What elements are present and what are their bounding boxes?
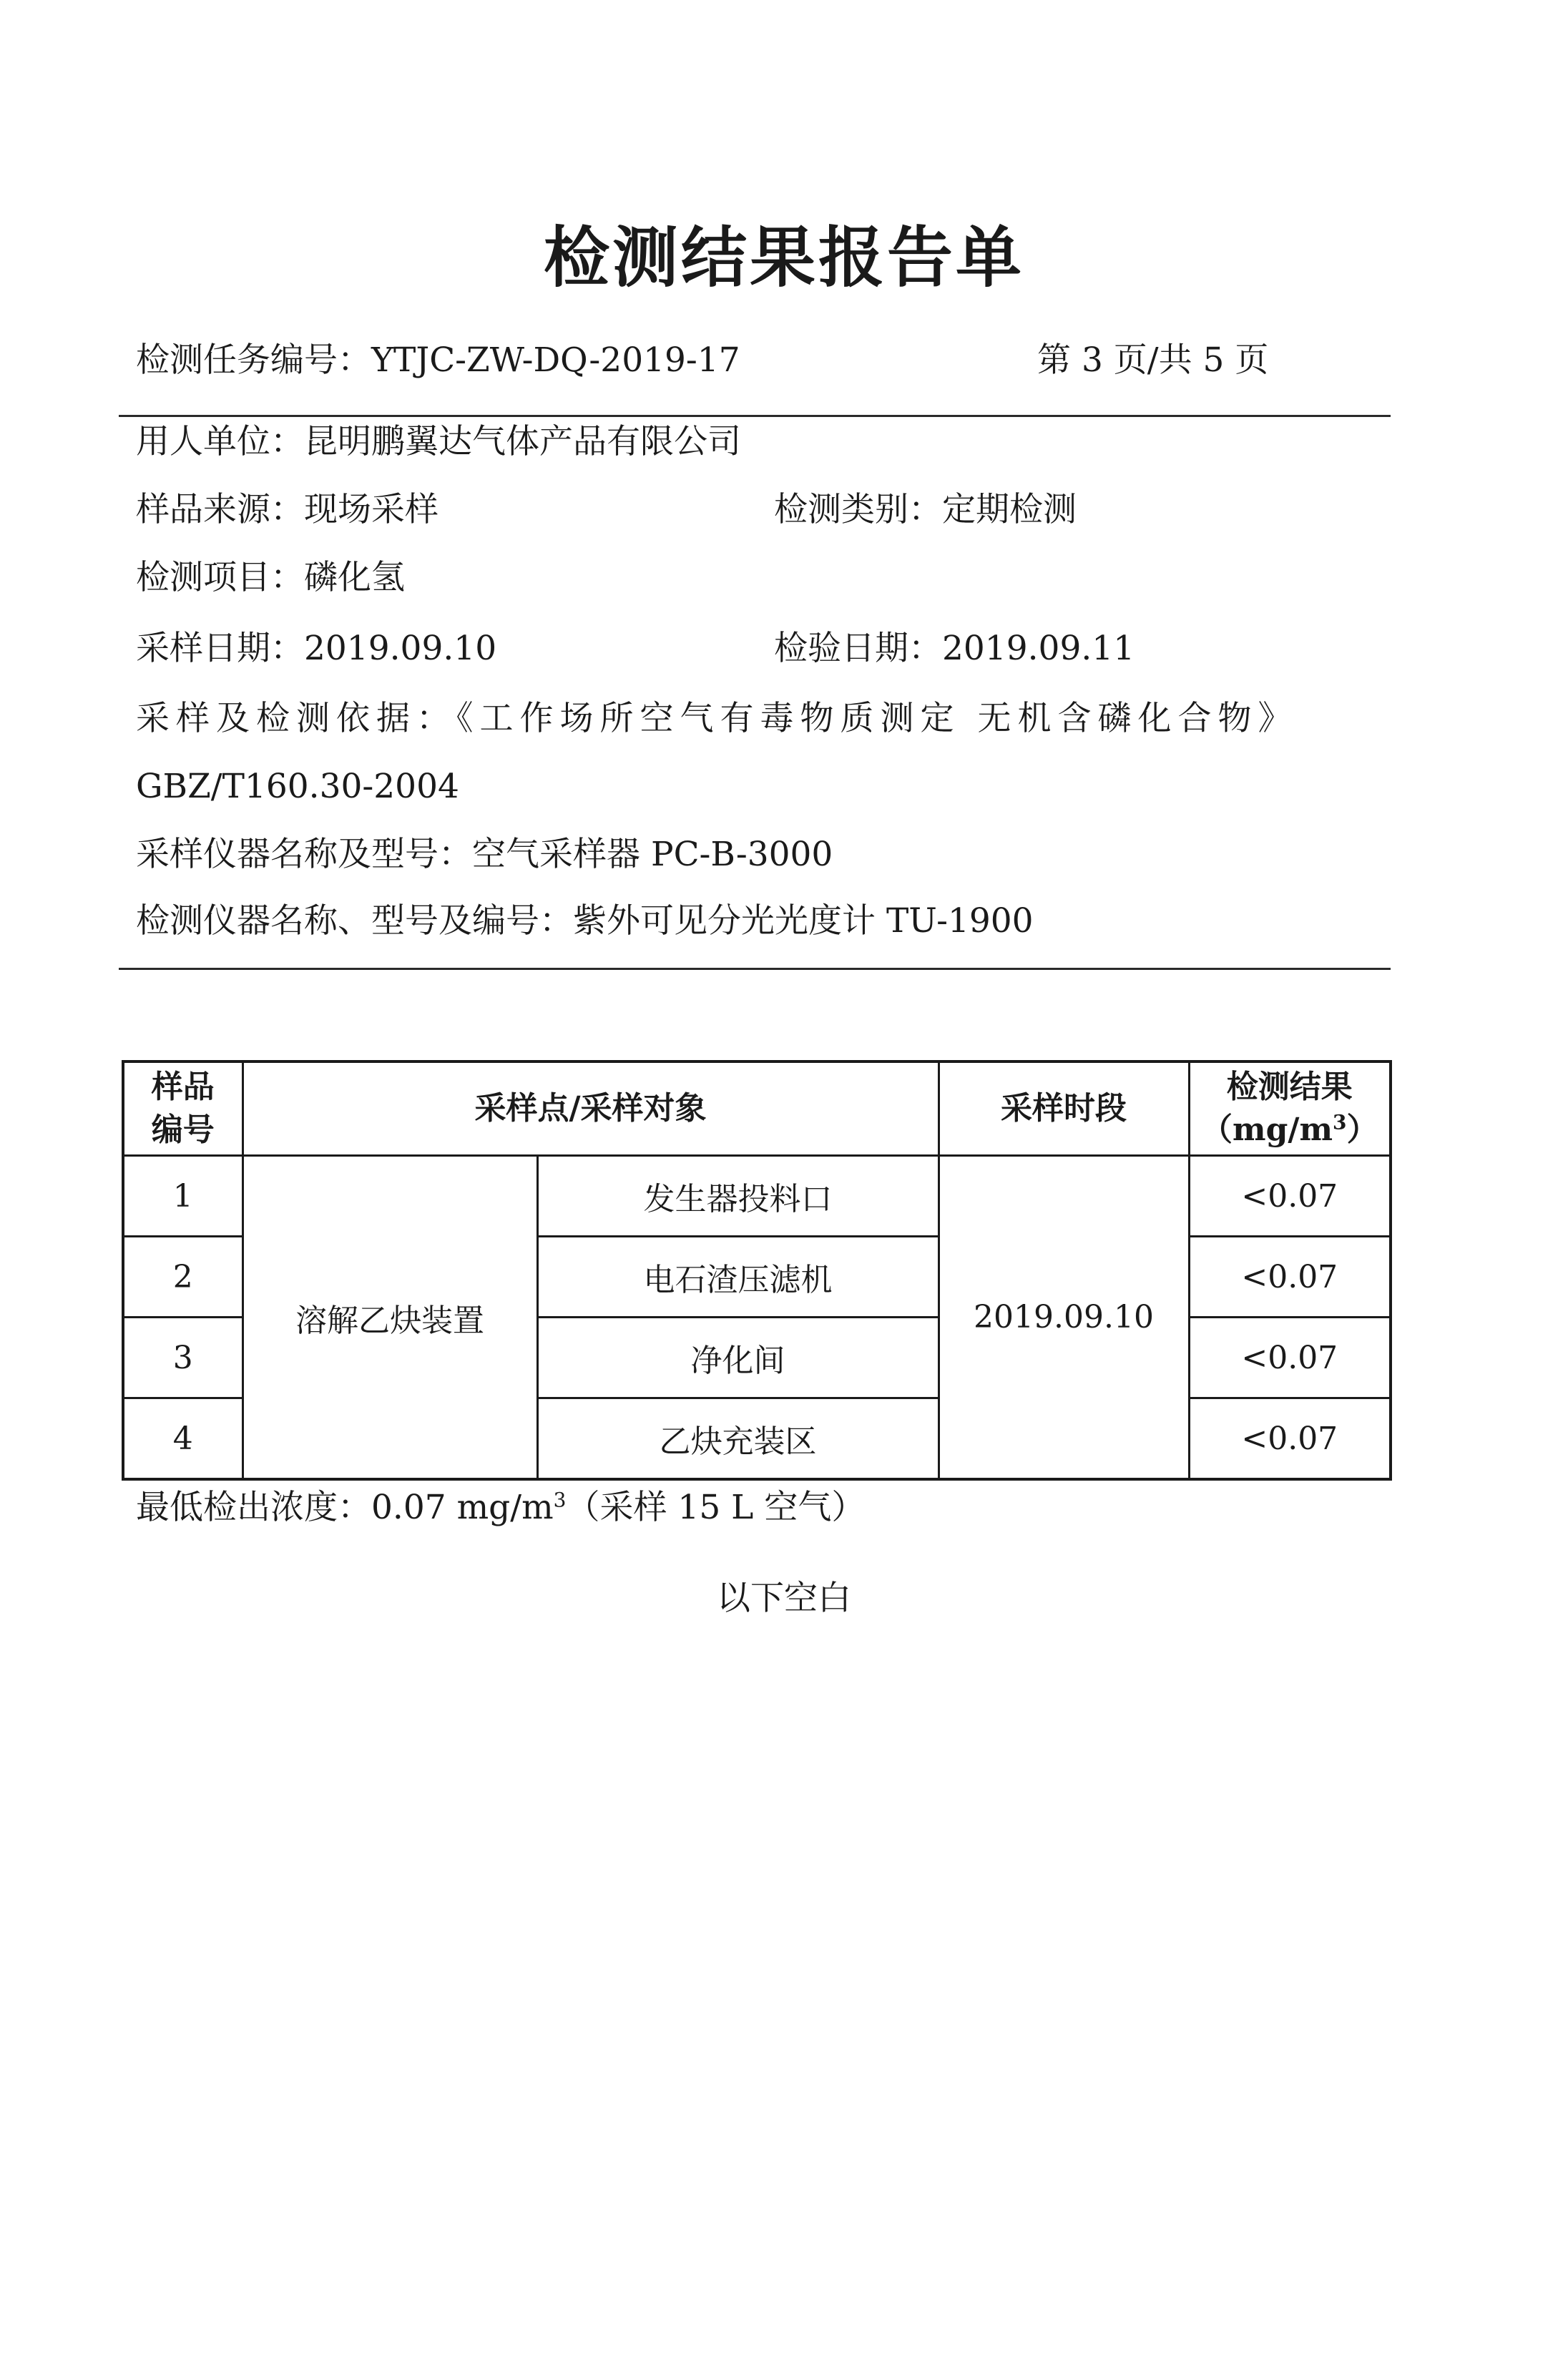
blank-below-note: 以下空白 <box>717 1579 851 1618</box>
sampling-period-header: 采样时段 <box>939 1061 1189 1156</box>
sampler-line <box>136 833 833 876</box>
sample-no-cell: 4 <box>123 1398 242 1480</box>
sample-date-label: 采样日期： <box>136 629 304 668</box>
source-label: 样品来源： <box>136 490 304 529</box>
table-header-row <box>123 1061 1391 1156</box>
info-rule <box>119 968 1391 970</box>
instrument-value: 紫外可见分光光度计 TU-1900 <box>573 901 1034 941</box>
result-cell: <0.07 <box>1189 1318 1391 1398</box>
page-info: 第 3 页/共 5 页 <box>1037 340 1269 380</box>
sampling-point-cell: 净化间 <box>537 1318 939 1398</box>
instrument-label: 检测仪器名称、型号及编号： <box>136 901 573 941</box>
result-cell: <0.07 <box>1189 1398 1391 1480</box>
category-value: 定期检测 <box>942 490 1077 529</box>
sample-no-cell: 1 <box>123 1156 242 1237</box>
item-value: 磷化氢 <box>304 558 405 597</box>
sampling-point-cell: 乙炔充装区 <box>537 1398 939 1480</box>
sampling-point-cell: 发生器投料口 <box>537 1156 939 1237</box>
header-rule <box>119 415 1391 417</box>
result-cell: <0.07 <box>1189 1237 1391 1318</box>
test-date-label: 检验日期： <box>774 629 942 668</box>
item-label: 检测项目： <box>136 558 304 597</box>
task-number-line <box>136 339 740 382</box>
sample-date-line <box>136 627 496 670</box>
sample-no-cell: 2 <box>123 1237 242 1318</box>
client-line <box>136 421 741 464</box>
category-line <box>774 489 1077 531</box>
basis-line <box>136 697 1298 740</box>
test-date-value: 2019.09.11 <box>942 629 1135 668</box>
sample-no-cell: 3 <box>123 1318 242 1398</box>
page-title: 检测结果报告单 <box>543 219 1024 296</box>
basis-value: 《工作场所空气有毒物质测定 无机含磷化合物》 <box>456 699 1298 738</box>
sampling-point-cell: 电石渣压滤机 <box>537 1237 939 1318</box>
basis-label: 采样及检测依据： <box>136 699 456 738</box>
item-line <box>136 556 405 599</box>
results-table <box>122 1060 1392 1481</box>
source-line <box>136 489 438 531</box>
result-header: 检测结果 $(mg/m^3)$ <box>1189 1061 1391 1156</box>
category-label: 检测类别： <box>774 490 942 529</box>
instrument-line <box>136 900 1034 943</box>
task-number-label: 检测任务编号： <box>136 340 371 380</box>
test-date-line <box>774 627 1135 670</box>
result-cell: <0.07 <box>1189 1156 1391 1237</box>
detection-limit-note: 最低检出浓度：0.07 $mg/m^3$（采样 15 L 空气） <box>136 1488 866 1527</box>
client-name: 昆明鹏翼达气体产品有限公司 <box>304 422 741 461</box>
sample-date-value: 2019.09.10 <box>304 629 497 668</box>
sampler-value: 空气采样器 PC-B-3000 <box>472 835 833 874</box>
client-label: 用人单位： <box>136 422 304 461</box>
table-row <box>123 1156 1391 1237</box>
sampling-group-cell: 溶解乙炔装置 <box>242 1156 537 1480</box>
basis-code: GBZ/T160.30-2004 <box>136 767 459 806</box>
sample-no-header: 样品 编号 <box>123 1061 242 1156</box>
source-value: 现场采样 <box>304 490 438 529</box>
sampling-point-header: 采样点/采样对象 <box>242 1061 939 1156</box>
sampling-period-cell: 2019.09.10 <box>939 1156 1189 1480</box>
sampler-label: 采样仪器名称及型号： <box>136 835 472 874</box>
task-number: YTJC-ZW-DQ-2019-17 <box>371 340 740 380</box>
